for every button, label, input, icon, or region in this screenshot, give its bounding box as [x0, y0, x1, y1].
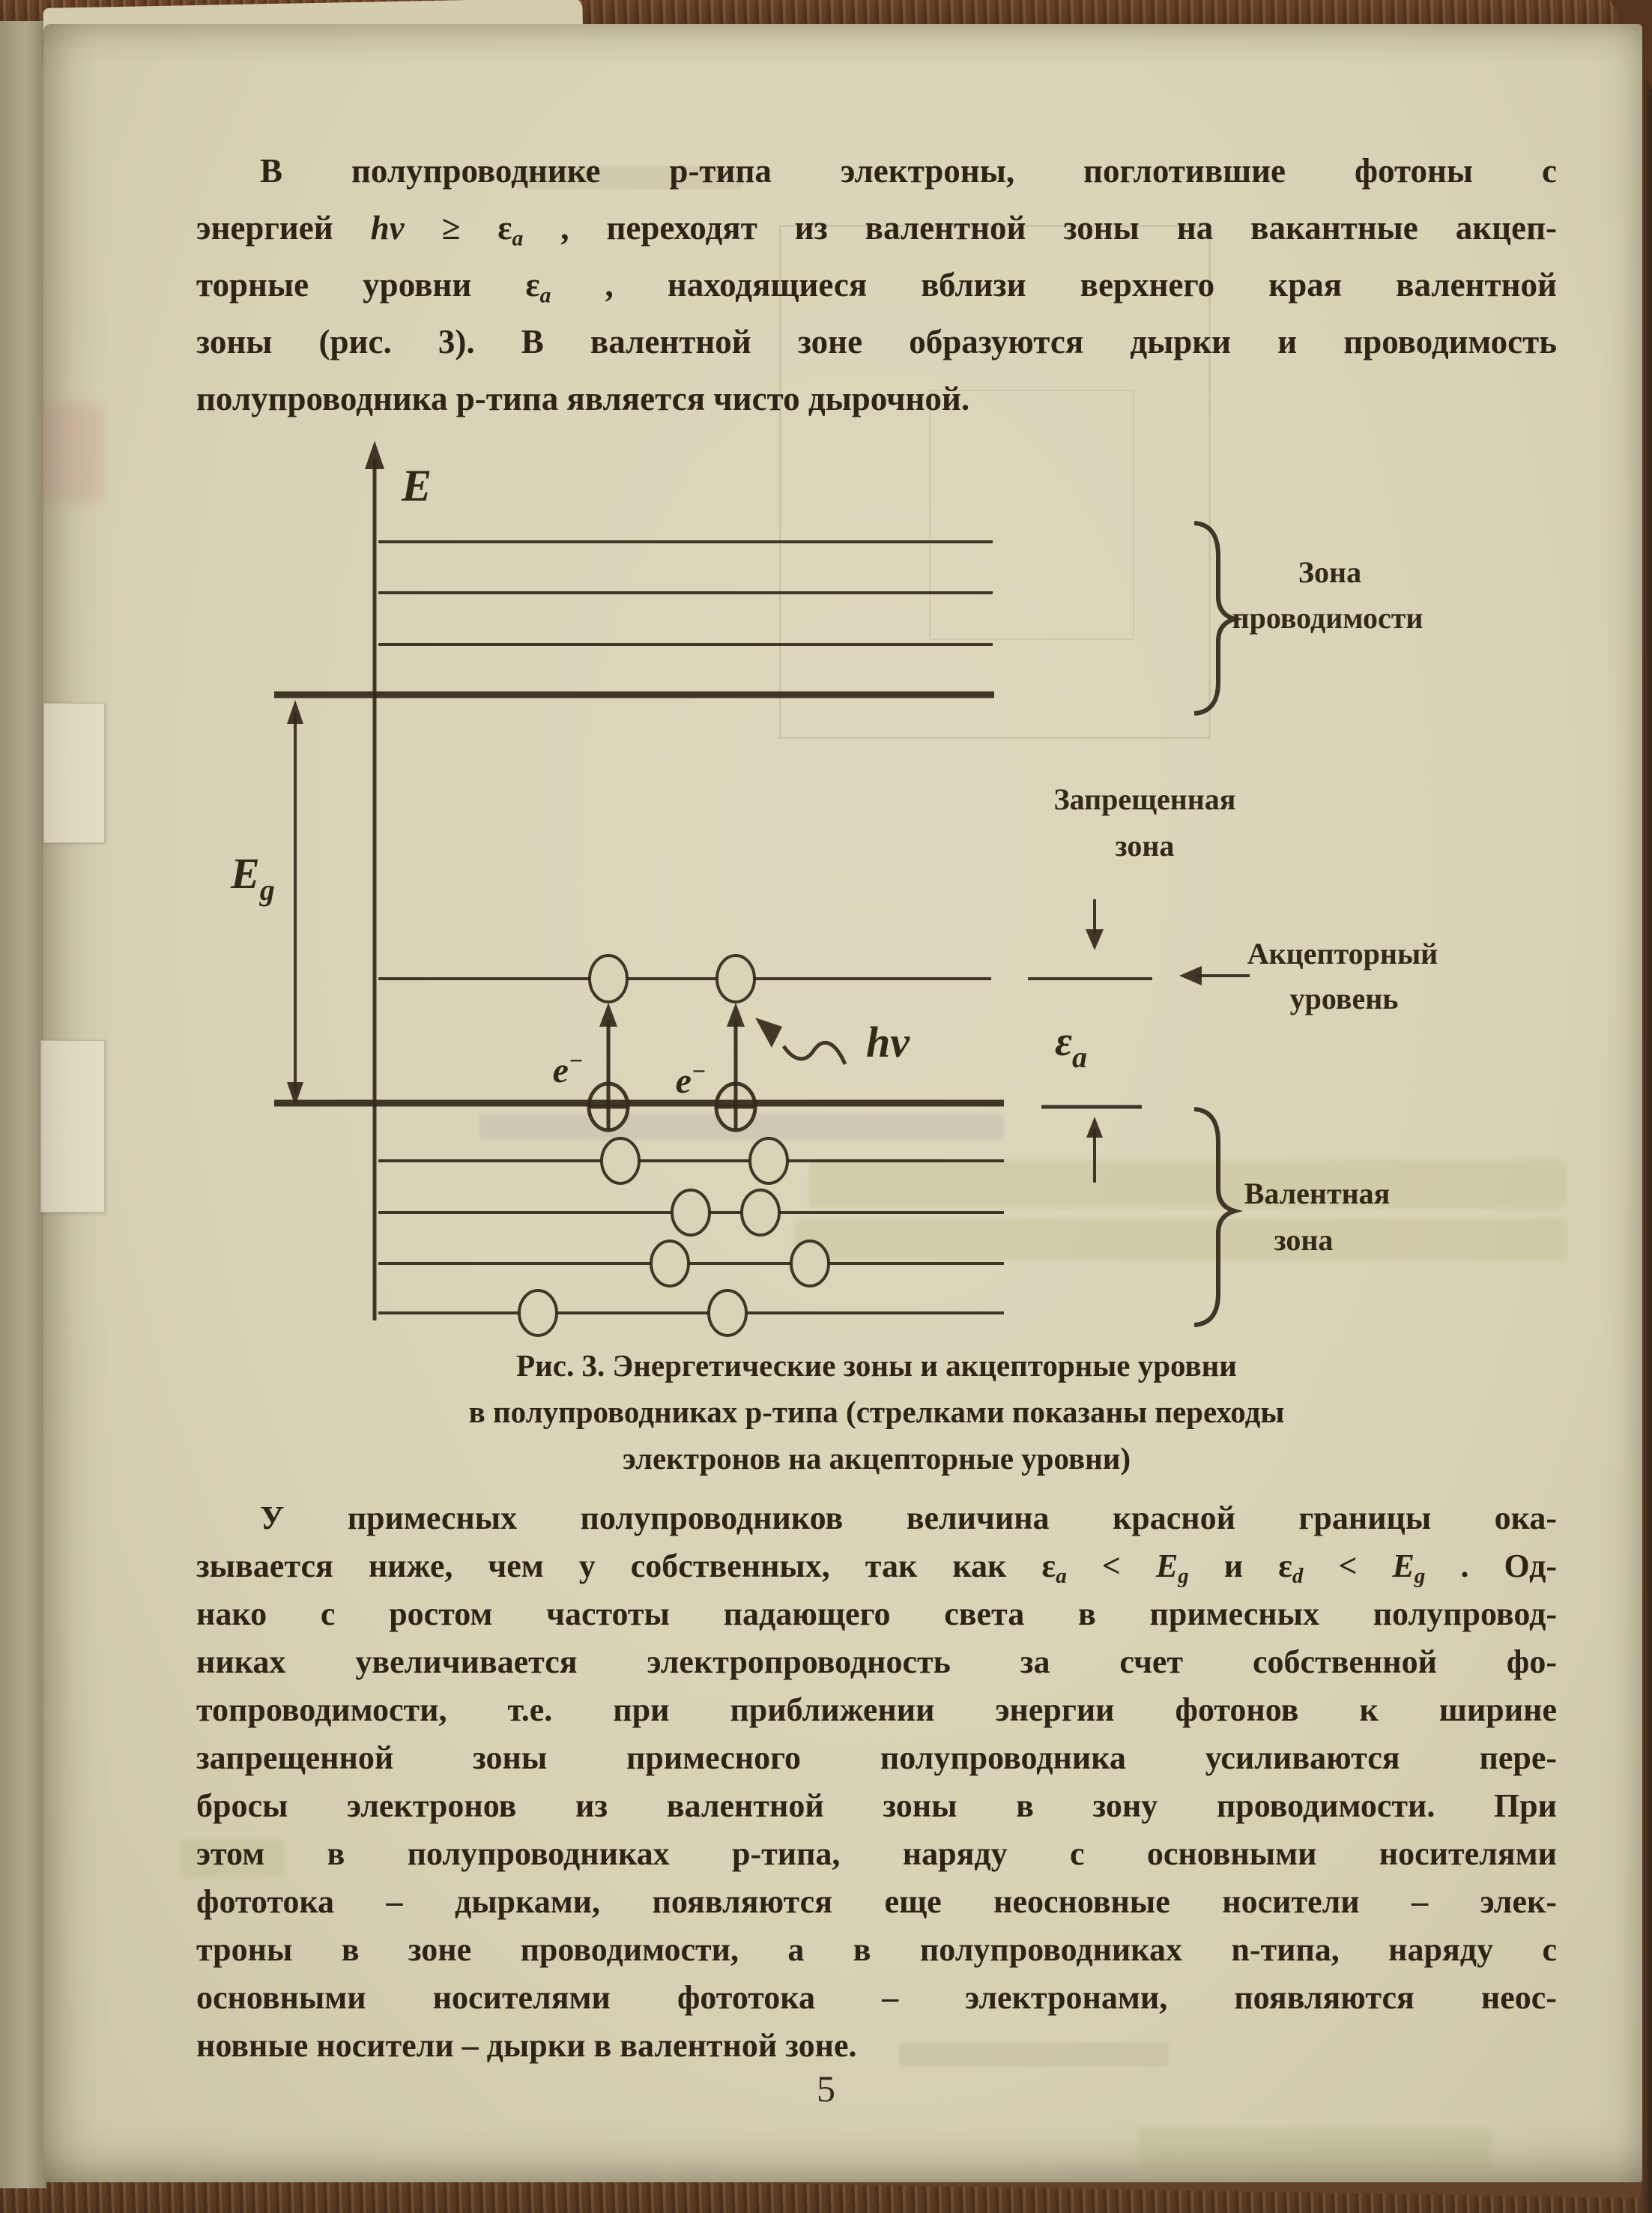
photon-label-hv: hν	[866, 1018, 910, 1066]
figure-caption-line: электронов на акцепторные уровни)	[623, 1441, 1131, 1476]
figure-caption-line: Рис. 3. Энергетические зоны и акцепторные уровни	[516, 1348, 1237, 1383]
electron-label: e−	[552, 1047, 584, 1090]
tape-piece	[40, 1040, 105, 1213]
axis-arrowhead	[365, 441, 384, 469]
text-line: зывается ниже, чем у собственных, так как εa < Eg и εd < Eg . Од-	[196, 1548, 1558, 1589]
up-arrow-epsilon-a	[1086, 1117, 1103, 1183]
text-line: фототока – дырками, появляются еще неосновные носители – элек-	[196, 1883, 1557, 1920]
valence-band-brace	[1194, 1109, 1235, 1325]
text-line: энергией hν ≥ εa , переходят из валентной зоны на вакантные акцеп-	[196, 209, 1557, 251]
axis-label-E: E	[402, 461, 432, 510]
text-line: торные уровни εa , находящиеся вблизи верхнего края валентной	[196, 266, 1557, 308]
text-line: этом в полупроводниках p-типа, наряду с основными носителями	[196, 1835, 1557, 1872]
text-line: полупроводника p-типа является чисто дырочной.	[196, 380, 970, 417]
text-line: В полупроводнике p-типа электроны, поглотившие фотоны с	[260, 152, 1557, 190]
forbidden-zone-label: зона	[1115, 829, 1175, 863]
text-line: У примесных полупроводников величина красной границы ока-	[260, 1500, 1557, 1536]
electron-label: e−	[675, 1057, 707, 1101]
valence-zone-label: Валентная	[1244, 1177, 1391, 1210]
text-line: троны в зоне проводимости, а в полупроводниках n-типа, наряду с	[196, 1931, 1557, 1968]
text-line: нако с ростом частоты падающего света в примесных полупровод-	[196, 1595, 1557, 1632]
tape-piece	[43, 703, 105, 843]
text-line: новные носители – дырки в валентной зоне.	[196, 2027, 857, 2064]
photon-wavy-arrow	[755, 1018, 845, 1064]
text-line: бросы электронов из валентной зоны в зону проводимости. При	[196, 1787, 1557, 1824]
text-line: зоны (рис. 3). В валентной зоне образуются дырки и проводимость	[196, 323, 1557, 360]
acceptor-level-label: Акцепторный	[1247, 937, 1438, 970]
conduction-band	[274, 542, 994, 695]
forbidden-zone-label: Запрещенная	[1053, 782, 1236, 816]
bandgap-arrow	[287, 700, 303, 1106]
text-line: топроводимости, т.е. при приближении энергии фотонов к ширине	[196, 1691, 1557, 1728]
energy-axis	[365, 441, 432, 1320]
left-arrow-to-acceptor-level	[1179, 966, 1250, 985]
acceptor-energy-label: $\varepsilon_a$	[1055, 1018, 1087, 1074]
page-number: 5	[817, 2068, 835, 2110]
valence-electron-circles	[519, 1138, 829, 1335]
hole-symbols	[589, 1084, 755, 1130]
pink-stain	[43, 405, 103, 502]
bandgap-label-Eg: $E_g$	[231, 849, 275, 907]
conduction-zone-label: проводимости	[1232, 601, 1423, 635]
text-line: основными носителями фототока – электронами, появляются неос-	[196, 1979, 1557, 2016]
paragraph-2	[196, 1494, 1557, 2070]
text-line: запрещенной зоны примесного полупроводника усиливаются пере-	[196, 1739, 1557, 1776]
conduction-zone-label: Зона	[1298, 555, 1362, 589]
paragraph-1	[196, 142, 1557, 427]
valence-zone-label: зона	[1274, 1223, 1334, 1257]
conduction-band-brace	[1194, 523, 1235, 713]
acceptor-level-label: уровень	[1289, 982, 1399, 1015]
figure-caption	[196, 1342, 1557, 1482]
figure-caption-line: в полупроводниках p-типа (стрелками показаны переходы	[468, 1395, 1285, 1429]
down-arrow-to-acceptor-level	[1086, 899, 1104, 950]
text-line: никах увеличивается электропроводность за счет собственной фо-	[196, 1643, 1557, 1680]
